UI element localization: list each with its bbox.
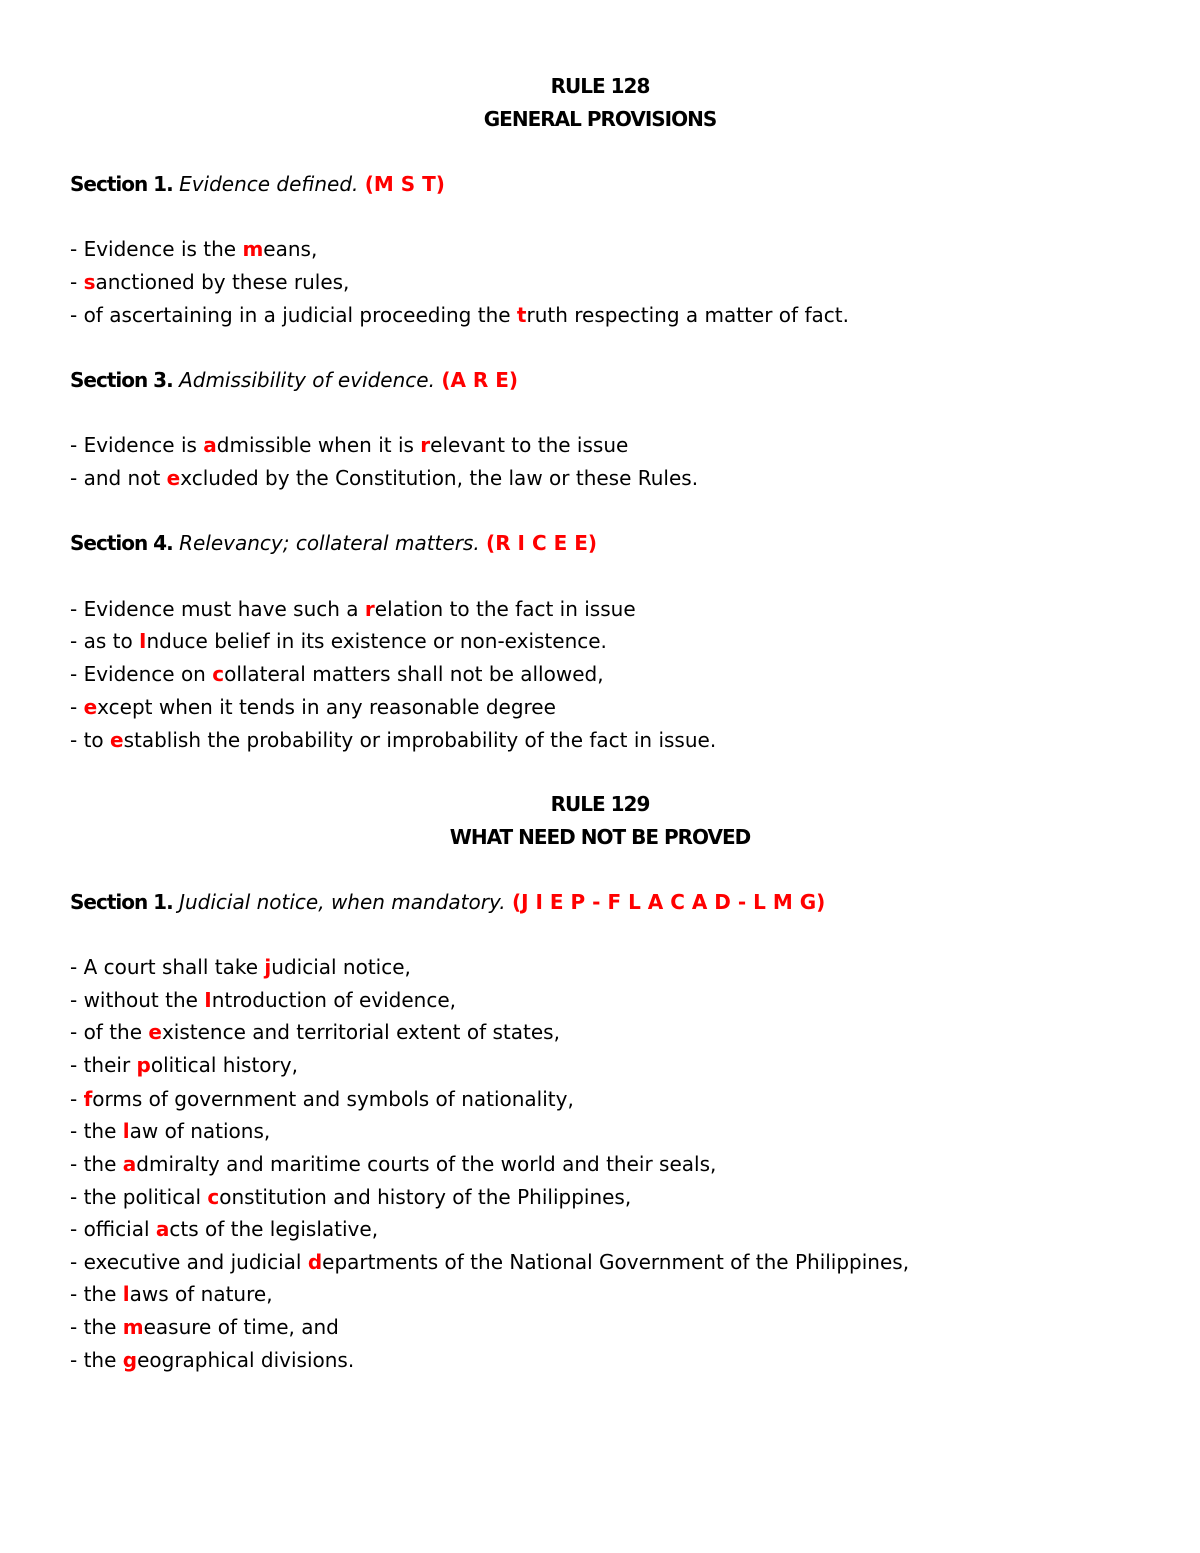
list-item: - of ascertaining in a judicial proceeding the truth respecting a matter of fact.: [70, 303, 849, 327]
list-item: - A court shall take judicial notice,: [70, 955, 411, 979]
section-title: Admissibility of evidence.: [179, 368, 435, 392]
list-item: - the measure of time, and: [70, 1315, 339, 1339]
list-item: - of the existence and territorial extent of states,: [70, 1020, 560, 1044]
list-item: - official acts of the legislative,: [70, 1217, 379, 1241]
list-item: - Evidence is the means,: [70, 237, 318, 261]
list-item: - except when it tends in any reasonable degree: [70, 695, 556, 719]
rule-128-title: GENERAL PROVISIONS: [483, 107, 717, 131]
list-item: - as to Induce belief in its existence or non-existence.: [70, 629, 607, 653]
rule-128-section-3-heading: [70, 368, 518, 392]
list-item: - sanctioned by these rules,: [70, 270, 350, 294]
list-item: - the laws of nature,: [70, 1282, 273, 1306]
section-label: Section 1.: [70, 172, 173, 196]
list-item: - the political constitution and history of the Philippines,: [70, 1185, 632, 1209]
rule-128-number: RULE 128: [550, 74, 650, 98]
rule-129-number: RULE 129: [550, 792, 650, 816]
section-title: Judicial notice, when mandatory.: [179, 890, 506, 914]
list-item: - the admiralty and maritime courts of the world and their seals,: [70, 1152, 717, 1176]
section-title: Evidence defined.: [179, 172, 359, 196]
rule-129-section-1-heading: [70, 890, 825, 914]
list-item: - executive and judicial departments of the National Government of the Philippines,: [70, 1250, 910, 1274]
section-mnemonic: (A R E): [441, 368, 519, 392]
section-mnemonic: (R I C E E): [486, 531, 598, 555]
list-item: - and not excluded by the Constitution, the law or these Rules.: [70, 466, 699, 490]
list-item: - without the Introduction of evidence,: [70, 988, 456, 1012]
rule-129-title: WHAT NEED NOT BE PROVED: [449, 825, 751, 849]
section-title: Relevancy; collateral matters.: [179, 531, 480, 555]
list-item: - Evidence is admissible when it is relevant to the issue: [70, 433, 629, 457]
rule-128-section-4-heading: [70, 531, 597, 555]
section-label: Section 1.: [70, 890, 173, 914]
section-mnemonic: (M S T): [364, 172, 445, 196]
section-mnemonic: (J I E P - F L A C A D - L M G): [511, 890, 826, 914]
list-item: - the law of nations,: [70, 1119, 271, 1143]
section-label: Section 3.: [70, 368, 173, 392]
list-item: - Evidence must have such a relation to the fact in issue: [70, 597, 636, 621]
rule-128-section-1-heading: [70, 172, 445, 196]
list-item: - the geographical divisions.: [70, 1348, 355, 1372]
list-item: - Evidence on collateral matters shall not be allowed,: [70, 662, 604, 686]
section-label: Section 4.: [70, 531, 173, 555]
list-item: - forms of government and symbols of nationality,: [70, 1087, 574, 1111]
list-item: - their political history,: [70, 1053, 298, 1077]
list-item: - to establish the probability or improbability of the fact in issue.: [70, 728, 717, 752]
